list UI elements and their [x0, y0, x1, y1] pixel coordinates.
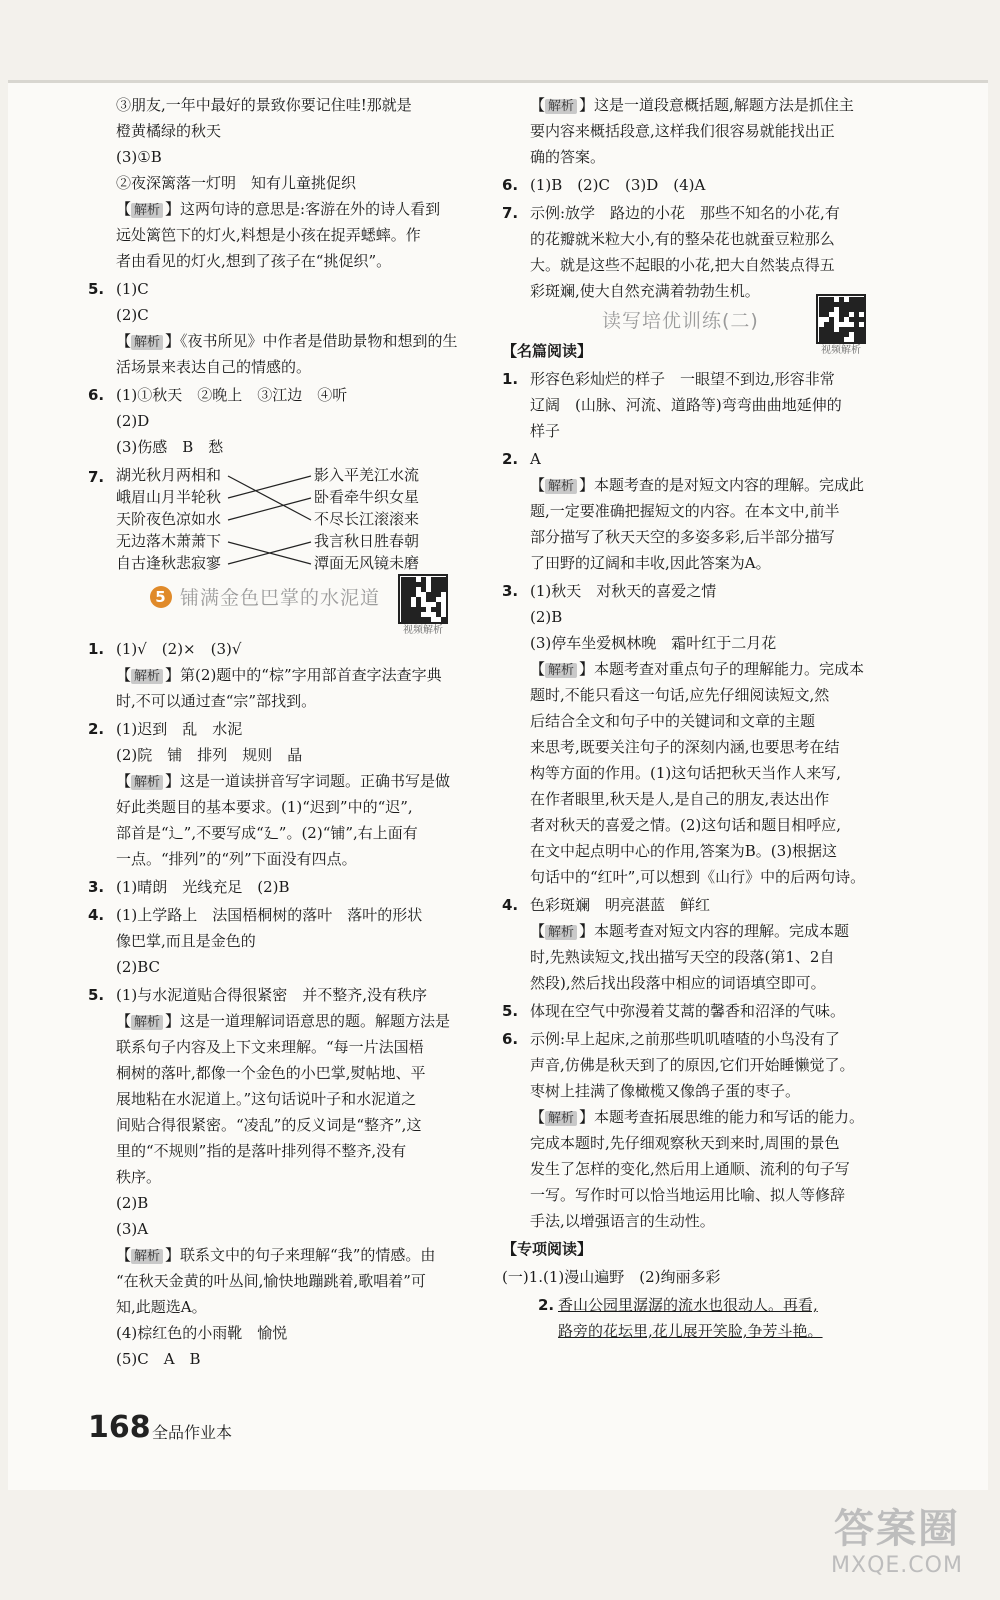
analysis-tag: 解析: [131, 203, 163, 218]
analysis-line: 【 解析 】这两句诗的意思是:客游在外的诗人看到: [116, 200, 441, 218]
question-number: 5.: [502, 1002, 519, 1020]
qr-caption: 视频解析: [403, 625, 443, 636]
analysis-tag: 解析: [131, 335, 163, 350]
section-heading: 5 铺满金色巴掌的水泥道: [150, 586, 380, 608]
analysis-line: 【 解析 】这是一道理解词语意思的题。解题方法是: [116, 1012, 451, 1030]
question-number: 2.: [502, 450, 519, 468]
answer-line: (5)C A B: [116, 1350, 201, 1368]
answer-line: (3)伤感 B 愁: [116, 438, 224, 456]
text-line: 题时,不能只看这一句话,应先仔细阅读短文,然: [530, 686, 830, 704]
answer-line: (1)迟到 乱 水泥: [116, 720, 243, 738]
text-line: 联系句子内容及上下文来理解。“每一片法国梧: [116, 1038, 424, 1056]
analysis-tag: 解析: [545, 99, 577, 114]
analysis-tag: 解析: [131, 669, 163, 684]
text-line: 部首是“辶”,不要写成“廴”。(2)“铺”,右上面有: [116, 824, 418, 842]
site-watermark: [812, 1505, 982, 1590]
text-line: 确的答案。: [530, 148, 606, 166]
answer-line: 枣树上挂满了像橄榄又像鸽子蛋的枣子。: [530, 1082, 801, 1100]
text-line: ③朋友,一年中最好的景致你要记住哇!那就是: [116, 96, 412, 114]
answer-line: (2)C: [116, 306, 149, 324]
text-line: 一写。写作时可以恰当地运用比喻、拟人等修辞: [530, 1186, 846, 1204]
text-line: 部分描写了秋天天空的多姿多彩,后半部分描写: [530, 528, 835, 546]
answer-line: (3)A: [116, 1220, 149, 1238]
text-line: 后结合全文和句子中的关键词和文章的主题: [530, 712, 816, 730]
answer-line: (1)秋天 对秋天的喜爱之情: [530, 582, 717, 600]
analysis-tag: 解析: [131, 775, 163, 790]
text-line: 在文中起点明中心的作用,答案为B。(3)根据这: [530, 842, 838, 860]
question-number: 3.: [88, 878, 105, 896]
text-line: 来思考,既要关注句子的深刻内涵,也要思考在结: [530, 738, 840, 756]
match-left-item: 峨眉山月半轮秋: [116, 488, 222, 506]
answer-line: (1)B (2)C (3)D (4)A: [530, 176, 706, 194]
page-number: 168: [88, 1410, 151, 1445]
text-line: 了田野的辽阔和丰收,因此答案为A。: [530, 554, 771, 572]
text-line: 桐树的落叶,都像一个金色的小巴掌,熨帖地、平: [116, 1064, 426, 1082]
answer-line: (1)C: [116, 280, 149, 298]
answer-line: (2)BC: [116, 958, 161, 976]
text-line: 要内容来概括段意,这样我们很容易就能找出正: [530, 122, 835, 140]
answer-line: 色彩斑斓 明亮湛蓝 鲜红: [530, 896, 711, 914]
text-line: 秩序。: [116, 1168, 162, 1186]
text-line: 远处篱笆下的灯火,料想是小孩在捉弄蟋蟀。作: [116, 226, 421, 244]
match-right-item: 影入平羌江水流: [314, 466, 420, 484]
subsection-heading: 【专项阅读】: [502, 1240, 593, 1258]
text-line: 间贴合得很紧密。“凌乱”的反义词是“整齐”,这: [116, 1116, 422, 1134]
question-number: 7.: [88, 468, 105, 486]
analysis-tag: 解析: [545, 663, 577, 678]
qr-caption: 视频解析: [821, 345, 861, 356]
question-number: 4.: [502, 896, 519, 914]
answer-line: 大。就是这些不起眼的小花,把大自然装点得五: [530, 256, 835, 274]
answer-line: 示例:早上起床,之前那些叽叽喳喳的小鸟没有了: [530, 1030, 840, 1048]
question-number: 6.: [502, 1030, 519, 1048]
answer-line: (4)棕红色的小雨靴 愉悦: [116, 1324, 288, 1342]
analysis-line: 【 解析 】本题考查对短文内容的理解。完成本题: [530, 922, 850, 940]
question-number: 2.: [88, 720, 105, 738]
text-line: 者对秋天的喜爱之情。(2)这句话和题目相呼应,: [530, 816, 842, 834]
qr-code-icon[interactable]: [816, 294, 866, 344]
book-title: 全品作业本: [152, 1423, 233, 1442]
answer-line: 形容色彩灿烂的样子 一眼望不到边,形容非常: [530, 370, 835, 388]
text-line: 手法,以增强语言的生动性。: [530, 1212, 715, 1230]
analysis-tag: 解析: [545, 1111, 577, 1126]
analysis-tag: 解析: [545, 479, 577, 494]
text-line: “在秋天金黄的叶丛间,愉快地蹦跳着,歌唱着”可: [116, 1272, 426, 1290]
text-line: 时,不可以通过查“宗”部找到。: [116, 692, 317, 710]
answer-line: (2)院 铺 排列 规则 晶: [116, 746, 303, 764]
answer-line: (2)B: [530, 608, 563, 626]
text-line: 在作者眼里,秋天是人,是自己的朋友,表达出作: [530, 790, 830, 808]
answer-line: (2)B: [116, 1194, 149, 1212]
answer-line: (1)与水泥道贴合得很紧密 并不整齐,没有秩序: [116, 986, 428, 1004]
section-heading: 读写培优训练(二): [602, 310, 759, 332]
question-number: 3.: [502, 582, 519, 600]
text-line: 知,此题选A。: [116, 1298, 207, 1316]
analysis-line: 【 解析 】这是一道段意概括题,解题方法是抓住主: [530, 96, 854, 114]
question-number: 2.: [538, 1296, 555, 1314]
subsection-heading: 【名篇阅读】: [502, 342, 593, 360]
match-left-item: 湖光秋月两相和: [116, 466, 222, 484]
analysis-line: 【 解析 】本题考查对重点句子的理解能力。完成本: [530, 660, 865, 678]
answer-line: 辽阔 (山脉、河流、道路等)弯弯曲曲地延伸的: [530, 396, 842, 414]
answer-line: (3)①B: [116, 148, 162, 166]
text-line: 时,先熟读短文,找出描写天空的段落(第1、2自: [530, 948, 835, 966]
question-number: 7.: [502, 204, 519, 222]
page-top-border: [8, 80, 988, 83]
analysis-line: 【 解析 】本题考查的是对短文内容的理解。完成此: [530, 476, 865, 494]
match-left-item: 天阶夜色凉如水: [116, 510, 222, 528]
answer-line: A: [530, 450, 541, 468]
text-line: 题,一定要准确把握短文的内容。在本文中,前半: [530, 502, 840, 520]
qr-code-icon[interactable]: [398, 574, 448, 624]
watermark-logo-text: 答案圈: [834, 1506, 960, 1552]
answer-line: (1)晴朗 光线充足 (2)B: [116, 878, 290, 896]
text-line: 完成本题时,先仔细观察秋天到来时,周围的景色: [530, 1134, 840, 1152]
answer-line: (1)√ (2)× (3)√: [116, 640, 242, 658]
match-right-item: 不尽长江滚滚来: [314, 510, 420, 528]
answer-line: (1)上学路上 法国梧桐树的落叶 落叶的形状: [116, 906, 423, 924]
text-line: 发生了怎样的变化,然后用上通顺、流利的句子写: [530, 1160, 850, 1178]
answer-line: 香山公园里潺潺的流水也很动人。再看,: [558, 1296, 818, 1314]
answer-line: ②夜深篱落一灯明 知有儿童挑促织: [116, 174, 357, 192]
analysis-tag: 解析: [131, 1249, 163, 1264]
analysis-tag: 解析: [545, 925, 577, 940]
question-number: 4.: [88, 906, 105, 924]
analysis-line: 【 解析 】联系文中的句子来理解“我”的情感。由: [116, 1246, 436, 1264]
answer-line: 路旁的花坛里,花儿展开笑脸,争芳斗艳。: [558, 1322, 823, 1340]
text-line: 然段),然后找出段落中相应的词语填空即可。: [530, 974, 826, 992]
analysis-tag: 解析: [131, 1015, 163, 1030]
question-number: 1.: [88, 640, 105, 658]
answer-line: (3)停车坐爱枫林晚 霜叶红于二月花: [530, 634, 777, 652]
answer-line: 体现在空气中弥漫着艾蒿的馨香和沼泽的气味。: [530, 1002, 846, 1020]
answer-line: (1)①秋天 ②晚上 ③江边 ④听: [116, 386, 348, 404]
poem-matching: [116, 466, 446, 586]
question-number: 1.: [502, 370, 519, 388]
text-line: 者由看见的灯火,想到了孩子在“挑促织”。: [116, 252, 392, 270]
analysis-line: 【 解析 】本题考查拓展思维的能力和写话的能力。: [530, 1108, 865, 1126]
text-line: 展地粘在水泥道上。”这句话说叶子和水泥道之: [116, 1090, 417, 1108]
answer-line: 声音,仿佛是秋天到了的原因,它们开始睡懒觉了。: [530, 1056, 855, 1074]
match-right-item: 卧看牵牛织女星: [314, 488, 420, 506]
answer-line: 示例:放学 路边的小花 那些不知名的小花,有: [530, 204, 840, 222]
match-right-item: 我言秋日胜春朝: [314, 532, 420, 550]
question-number: 6.: [502, 176, 519, 194]
answer-line: 样子: [530, 422, 561, 440]
watermark-url: MXQE.COM: [831, 1553, 963, 1578]
analysis-line: 【 解析 】《夜书所见》中作者是借助景物和想到的生: [116, 332, 458, 350]
question-number: 5.: [88, 986, 105, 1004]
analysis-line: 【 解析 】这是一道读拼音写字词题。正确书写是做: [116, 772, 451, 790]
question-number: 6.: [88, 386, 105, 404]
text-line: 好此类题目的基本要求。(1)“迟到”中的“迟”,: [116, 798, 413, 816]
question-number: 5.: [88, 280, 105, 298]
answer-line: (2)D: [116, 412, 150, 430]
match-left-item: 自古逢秋悲寂寥: [116, 554, 222, 572]
text-line: 构等方面的作用。(1)这句话把秋天当作人来写,: [530, 764, 842, 782]
section-number-badge: 5: [150, 586, 172, 608]
text-line: 活场景来表达自己的情感的。: [116, 358, 312, 376]
answer-line: 彩斑斓,使大自然充满着勃勃生机。: [530, 282, 760, 300]
text-line: 一点。“排列”的“列”下面没有四点。: [116, 850, 357, 868]
text-line: 句话中的“红叶”,可以想到《山行》中的后两句诗。: [530, 868, 866, 886]
analysis-line: 【 解析 】第(2)题中的“棕”字用部首查字法查字典: [116, 666, 442, 684]
answer-line: 的花瓣就米粒大小,有的整朵花也就蚕豆粒那么: [530, 230, 835, 248]
match-left-item: 无边落木萧萧下: [116, 532, 222, 550]
text-line: 橙黄橘绿的秋天: [116, 122, 222, 140]
answer-line: 像巴掌,而且是金色的: [116, 932, 256, 950]
answer-line: (一)1.(1)漫山遍野 (2)绚丽多彩: [502, 1268, 721, 1286]
text-line: 里的“不规则”指的是落叶排列得不整齐,没有: [116, 1142, 407, 1160]
match-right-item: 潭面无风镜未磨: [314, 554, 420, 572]
